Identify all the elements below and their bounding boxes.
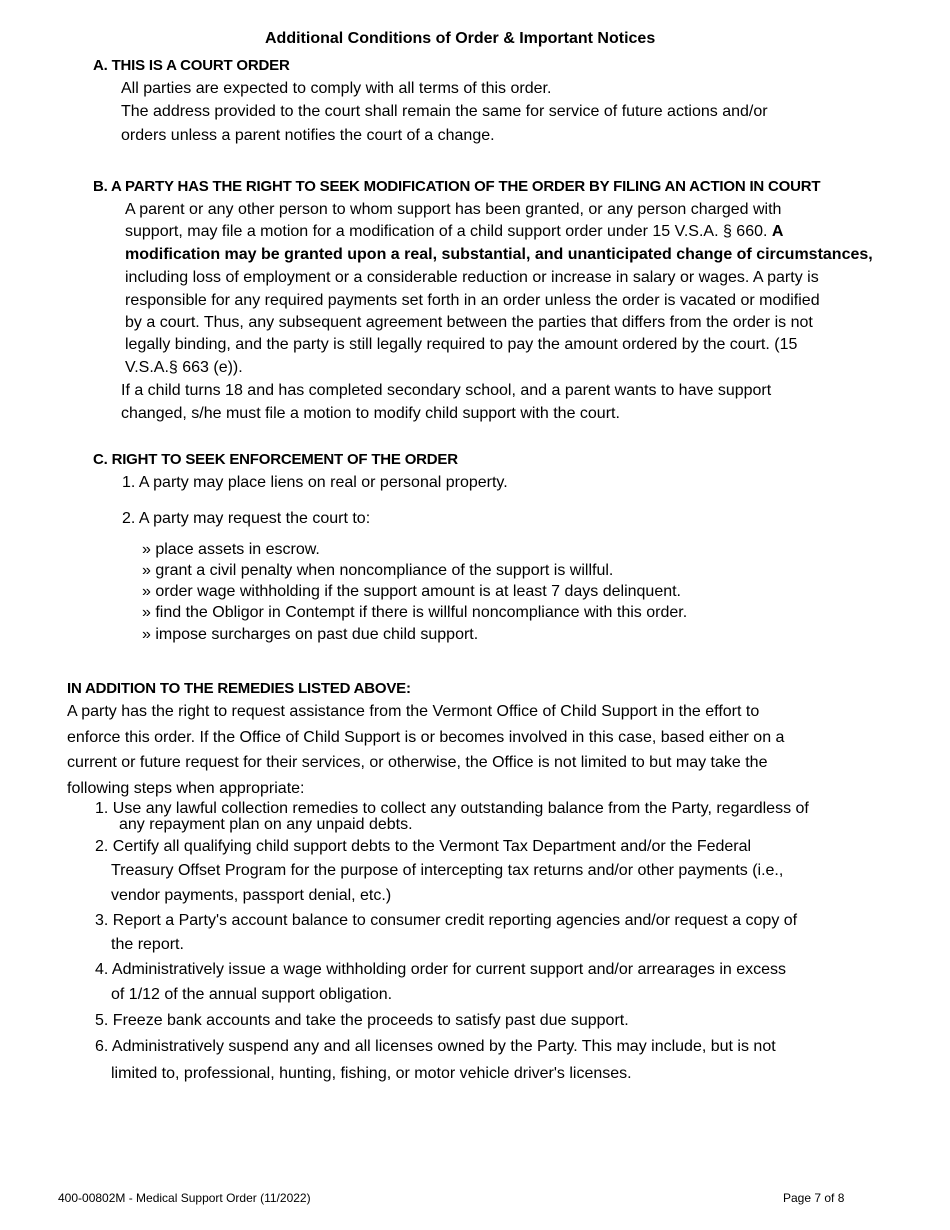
section-a-heading: A. THIS IS A COURT ORDER <box>93 57 290 74</box>
section-b-line: responsible for any required payments set forth in an order unless the order is vacated or modified <box>125 292 820 309</box>
section-b-para2-line: If a child turns 18 and has completed secondary school, and a parent wants to have support <box>121 382 772 399</box>
section-c-bullet: » impose surcharges on past due child support. <box>142 626 479 643</box>
step-3-line: the report. <box>111 936 184 953</box>
step-3-line: 3. Report a Party's account balance to consumer credit reporting agencies and/or request a copy of <box>95 912 798 929</box>
step-2-line: vendor payments, passport denial, etc.) <box>111 887 392 904</box>
step-1-line: any repayment plan on any unpaid debts. <box>119 816 413 833</box>
step-4-line: of 1/12 of the annual support obligation. <box>111 986 393 1003</box>
additional-intro-line: A party has the right to request assistance from the Vermont Office of Child Support in the effort to <box>67 703 760 720</box>
step-2-line: Treasury Offset Program for the purpose of intercepting tax returns and/or other payments (i.e., <box>111 862 784 879</box>
section-b-line: including loss of employment or a considerable reduction or increase in salary or wages. A party is <box>125 269 819 286</box>
section-b-bold-text: A <box>771 223 784 240</box>
section-a-line: All parties are expected to comply with all terms of this order. <box>121 80 552 97</box>
section-b-line: legally binding, and the party is still legally required to pay the amount ordered by the court. (15 <box>125 336 798 353</box>
step-1-line: 1. Use any lawful collection remedies to collect any outstanding balance from the Party, regardless of <box>95 800 809 817</box>
section-b-line <box>125 222 783 242</box>
footer-form-id: 400-00802M - Medical Support Order (11/2022) <box>58 1191 311 1205</box>
section-b-line: A parent or any other person to whom support has been granted, or any person charged with <box>125 201 782 218</box>
section-a-line: The address provided to the court shall remain the same for service of future actions and/or <box>121 103 768 120</box>
section-b-text: support, may file a motion for a modification of a child support order under 15 V.S.A. § 660. <box>125 223 772 240</box>
section-c-bullet: » find the Obligor in Contempt if there is willful noncompliance with this order. <box>142 604 688 621</box>
page-title: Additional Conditions of Order & Important Notices <box>265 30 656 47</box>
section-c-bullet: » order wage withholding if the support amount is at least 7 days delinquent. <box>142 583 681 600</box>
section-c-item: 2. A party may request the court to: <box>122 510 371 527</box>
section-b-para2-line: changed, s/he must file a motion to modify child support with the court. <box>121 405 620 422</box>
additional-heading: IN ADDITION TO THE REMEDIES LISTED ABOVE: <box>67 680 411 697</box>
additional-intro-line: current or future request for their services, or otherwise, the Office is not limited to but may take the <box>67 754 768 771</box>
step-4-line: 4. Administratively issue a wage withholding order for current support and/or arrearages in excess <box>95 961 787 978</box>
section-c-bullet: » grant a civil penalty when noncompliance of the support is willful. <box>142 562 614 579</box>
step-5-line: 5. Freeze bank accounts and take the proceeds to satisfy past due support. <box>95 1012 629 1029</box>
step-2-line: 2. Certify all qualifying child support debts to the Vermont Tax Department and/or the Federal <box>95 838 752 855</box>
footer-page-number: Page 7 of 8 <box>783 1191 845 1205</box>
section-b-bold-line: modification may be granted upon a real, substantial, and unanticipated change of circumstances, <box>125 246 873 263</box>
section-b-line: by a court. Thus, any subsequent agreement between the parties that differs from the order is not <box>125 314 813 331</box>
section-c-item: 1. A party may place liens on real or personal property. <box>122 474 508 491</box>
section-b-heading: B. A PARTY HAS THE RIGHT TO SEEK MODIFICATION OF THE ORDER BY FILING AN ACTION IN COURT <box>93 178 821 195</box>
additional-intro-line: enforce this order. If the Office of Child Support is or becomes involved in this case, based either on a <box>67 729 785 746</box>
section-b-line: V.S.A.§ 663 (e)). <box>125 359 243 376</box>
section-c-heading: C. RIGHT TO SEEK ENFORCEMENT OF THE ORDER <box>93 451 458 468</box>
section-c-bullet: » place assets in escrow. <box>142 541 320 558</box>
step-6-line: 6. Administratively suspend any and all licenses owned by the Party. This may include, but is not <box>95 1038 776 1055</box>
step-6-line: limited to, professional, hunting, fishing, or motor vehicle driver's licenses. <box>111 1065 632 1082</box>
additional-intro-line: following steps when appropriate: <box>67 780 305 797</box>
section-a-line: orders unless a parent notifies the court of a change. <box>121 127 495 144</box>
